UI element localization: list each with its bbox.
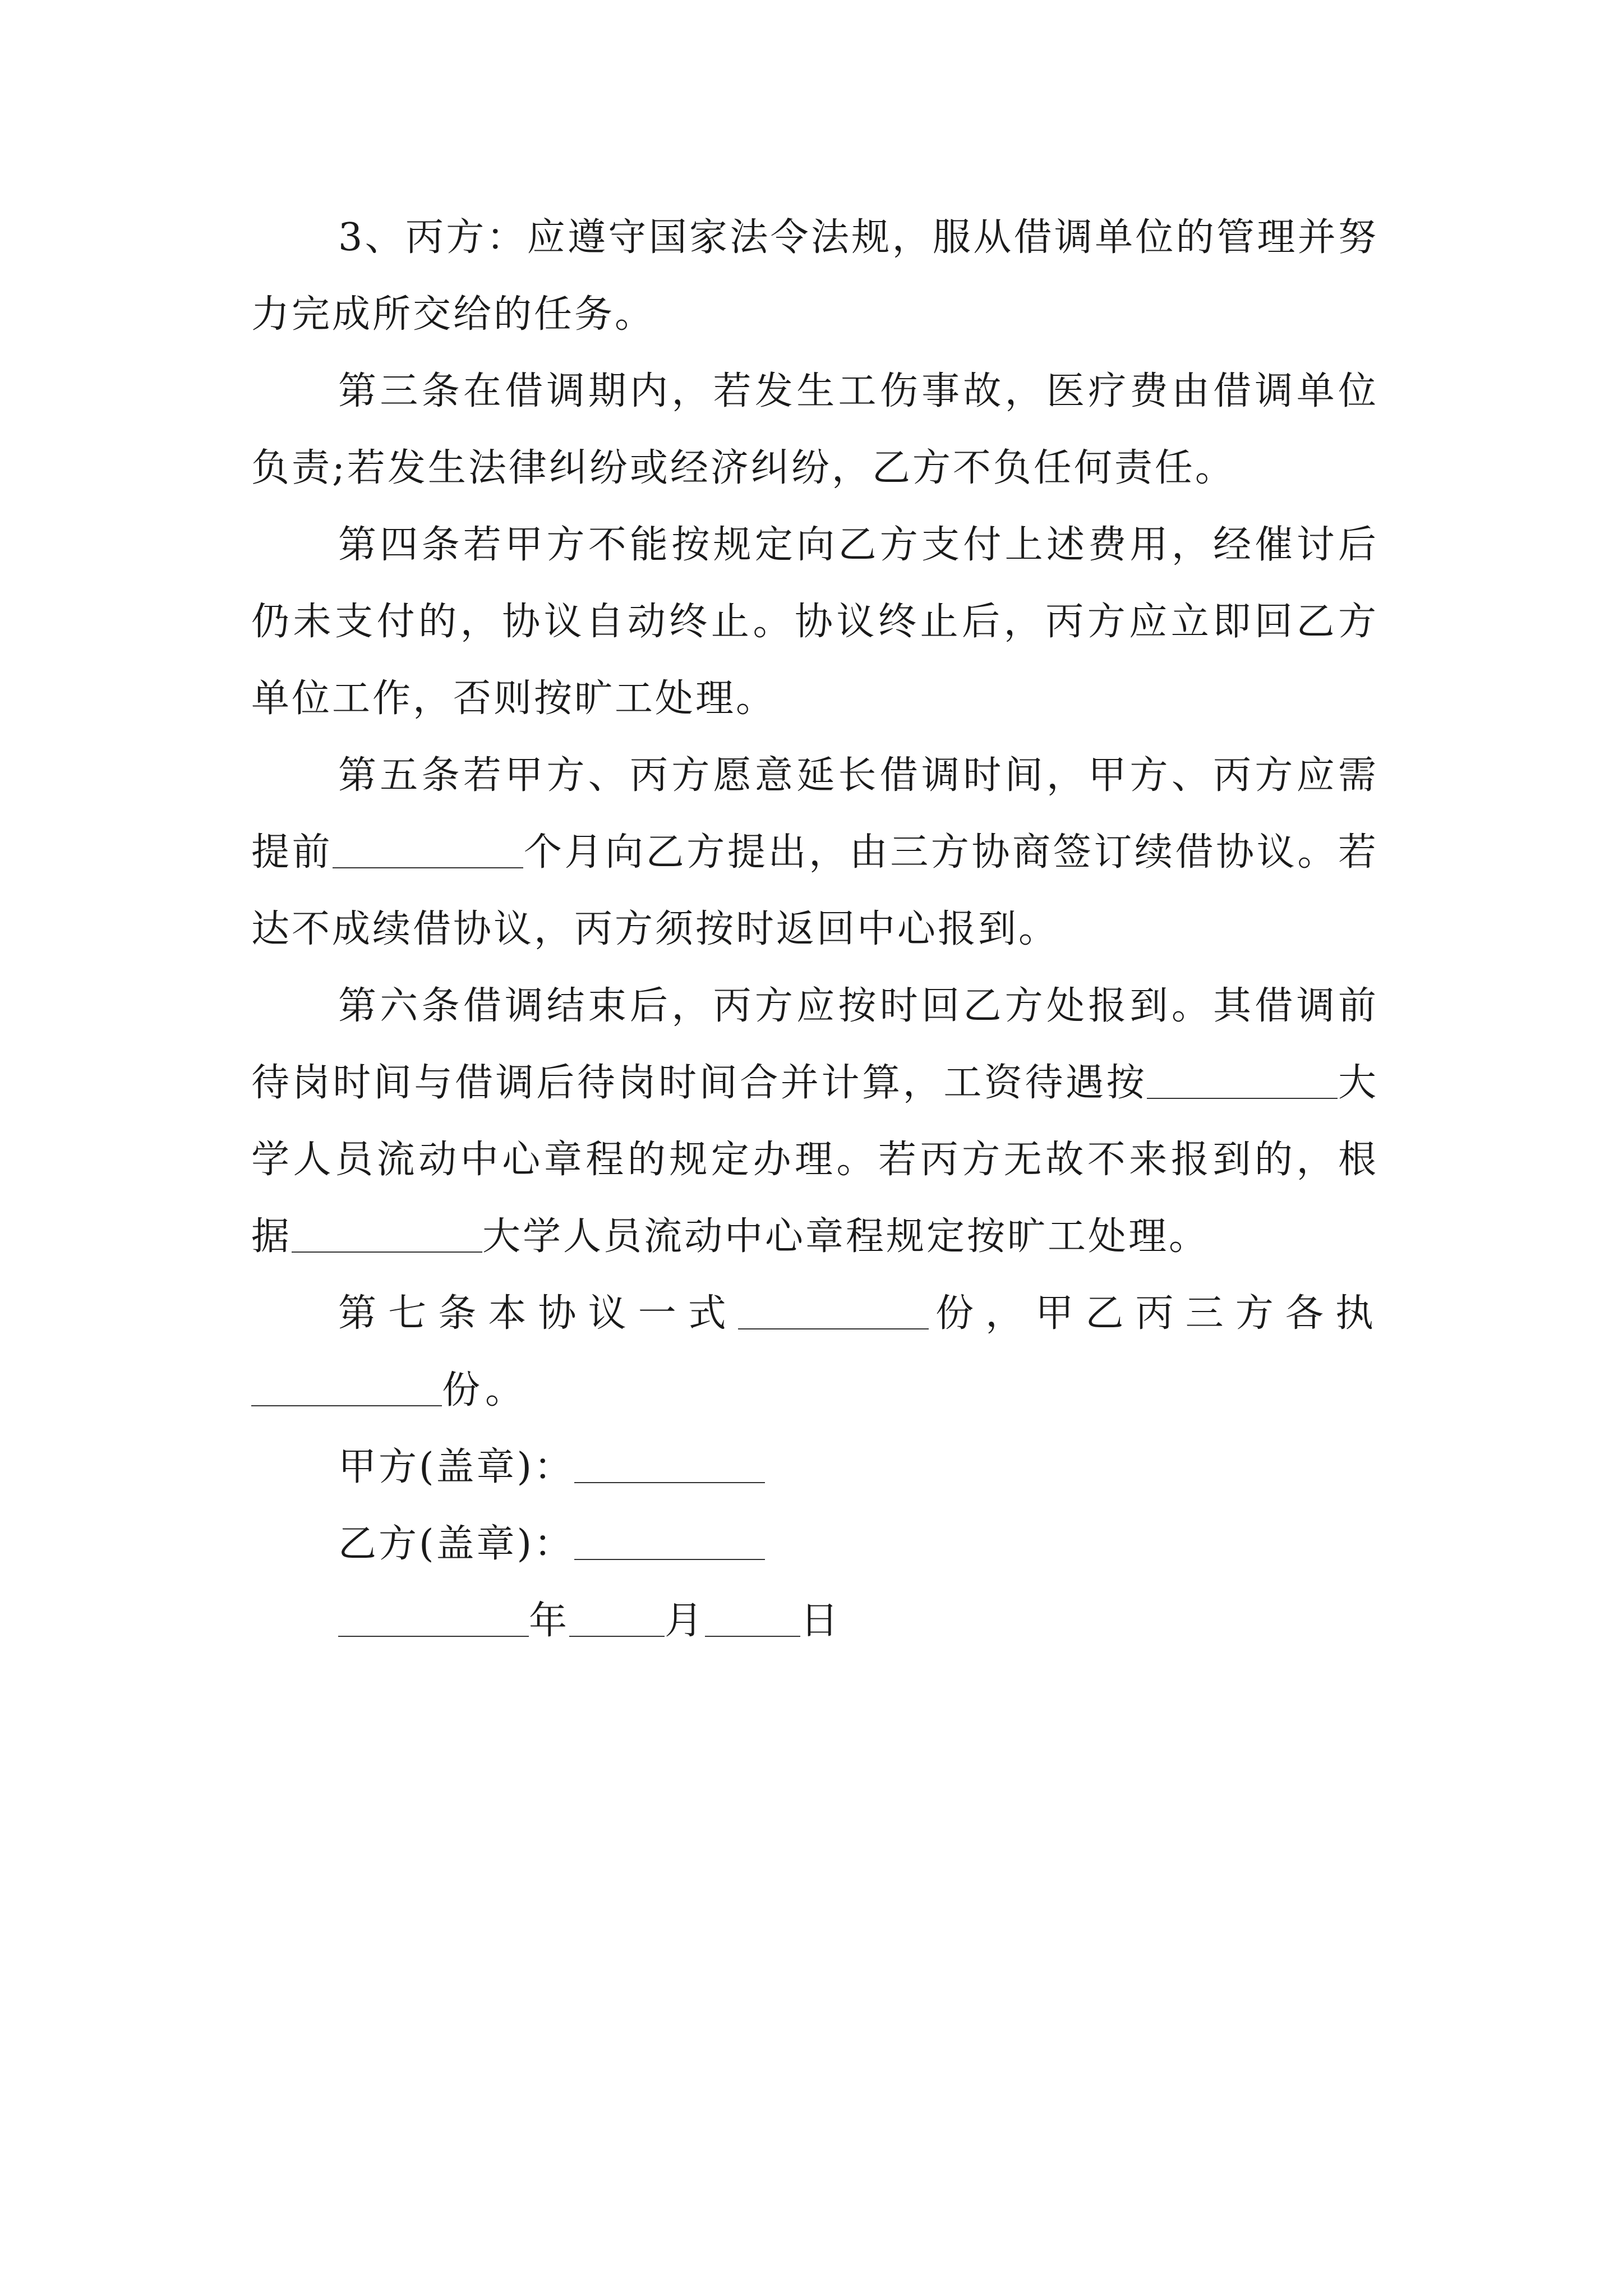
fill-blank-year[interactable] bbox=[338, 1598, 529, 1637]
clause-6 bbox=[251, 968, 1378, 1275]
date-year-label: 年 bbox=[529, 1599, 570, 1643]
fill-blank-university-2[interactable] bbox=[292, 1213, 482, 1253]
clause-4 bbox=[251, 507, 1378, 737]
fill-blank-day[interactable] bbox=[705, 1598, 800, 1637]
fill-blank-months[interactable] bbox=[333, 829, 523, 868]
signature-party-a bbox=[251, 1429, 1378, 1506]
signature-label: 甲方(盖章)： bbox=[338, 1445, 575, 1489]
clause-text: 份。 bbox=[442, 1368, 529, 1412]
clause-3 bbox=[251, 353, 1378, 507]
clause-text: 个月向乙方提出，由三方协商签订续借协议。若达不成续借协议，丙方须按时返回中心报到。 bbox=[251, 830, 1378, 951]
clause-text: 第四条若甲方不能按规定向乙方支付上述费用，经催讨后仍未支付的，协议自动终止。协议终止后，丙方应立即回乙方单位工作，否则按旷工处理。 bbox=[251, 523, 1378, 721]
fill-blank-university-1[interactable] bbox=[1147, 1060, 1338, 1099]
clause-5 bbox=[251, 737, 1378, 968]
clause-text: 第六条借调结束后，丙方应按时回乙方处报到。其借调前待岗时间与借调后待岗时间合并计算，工资待遇按 bbox=[251, 984, 1378, 1105]
fill-blank-copies-total[interactable] bbox=[738, 1290, 929, 1329]
date-day-label: 日 bbox=[800, 1599, 841, 1643]
fill-blank-copies-each[interactable] bbox=[251, 1367, 442, 1406]
clause-party-c-duty bbox=[251, 199, 1378, 353]
date-month-label: 月 bbox=[665, 1599, 706, 1643]
clause-text: 第三条在借调期内，若发生工伤事故，医疗费由借调单位负责;若发生法律纠纷或经济纠纷，乙方不负任何责任。 bbox=[251, 369, 1378, 490]
clause-7 bbox=[251, 1275, 1378, 1429]
document-body bbox=[251, 199, 1378, 1659]
fill-blank-party-a-seal[interactable] bbox=[574, 1444, 765, 1483]
signature-date bbox=[251, 1582, 1378, 1659]
clause-text: 份，甲乙丙三方各执 bbox=[928, 1291, 1378, 1336]
fill-blank-party-b-seal[interactable] bbox=[574, 1521, 765, 1560]
clause-text: 第七条本协议一式 bbox=[338, 1291, 738, 1336]
fill-blank-month[interactable] bbox=[569, 1598, 665, 1637]
clause-text: 第五条若甲方、丙方愿意延长借调时间，甲方、丙方应需提前 bbox=[251, 753, 1378, 875]
clause-text: 大学人员流动中心章程规定按旷工处理。 bbox=[482, 1214, 1210, 1259]
clause-text: 大学人员流动中心章程的规定办理。若丙方无故不来报到的，根据 bbox=[251, 1061, 1378, 1259]
signature-label: 乙方(盖章)： bbox=[338, 1522, 575, 1566]
signature-party-b bbox=[251, 1506, 1378, 1582]
clause-text: 3、丙方：应遵守国家法令法规，服从借调单位的管理并努力完成所交给的任务。 bbox=[251, 215, 1378, 337]
